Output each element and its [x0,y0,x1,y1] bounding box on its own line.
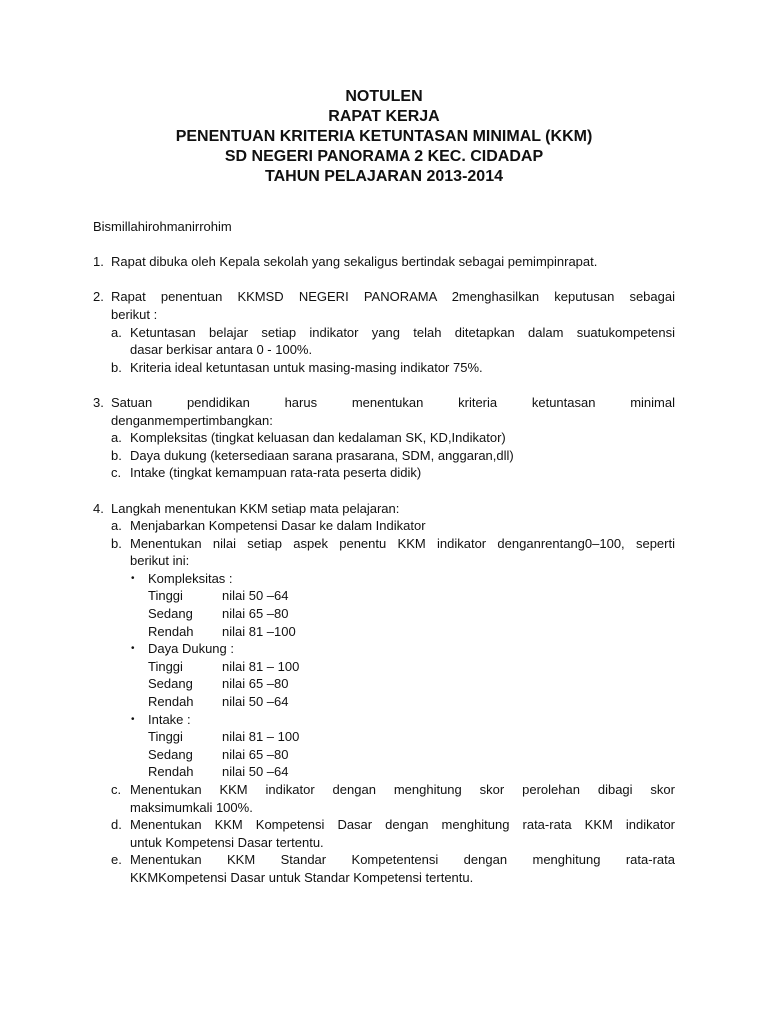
criteria-row [93,763,675,781]
bullet-icon: • [131,572,135,584]
criteria-row [93,746,675,764]
sub-item-text: Intake (tingkat kemampuan rata-rata peserta didik) [130,465,422,481]
criteria-level: Rendah [148,694,194,710]
criteria-value: nilai 65 –80 [222,606,289,622]
sub-item-text: Kriteria ideal ketuntasan untuk masing-masing indikator 75%. [130,359,483,375]
item-number: 4. [93,500,104,516]
criteria-value: nilai 50 –64 [222,764,289,780]
sub-item-2b [93,359,675,377]
sub-item-3b [93,447,675,465]
sub-item-text: Ketuntasan belajar setiap indikator yang telah ditetapkan dalam suatukompetensi [130,324,675,340]
criteria-level: Sedang [148,676,193,692]
title-line-notulen: NOTULEN [345,88,423,105]
criteria-value: nilai 65 –80 [222,676,289,692]
sub-item-letter: a. [111,518,122,534]
sub-item-text-continued: untuk Kompetensi Dasar tertentu. [130,834,324,850]
criteria-row [93,675,675,693]
title-line-rapat-kerja: RAPAT KERJA [328,108,440,125]
document-body [93,218,675,887]
sub-item-letter: c. [111,465,122,481]
sub-item-4d [93,816,675,834]
sub-item-text: Menentukan KKM Standar Kompetentensi dengan menghitung rata-rata [130,852,675,868]
sub-item-text-continued: dasar berkisar antara 0 - 100%. [130,342,313,358]
sub-item-4e [93,851,675,869]
criteria-row [93,623,675,641]
criteria-value: nilai 50 –64 [222,694,289,710]
item-text: Rapat penentuan KKMSD NEGERI PANORAMA 2menghasilkan keputusan sebagai [111,289,675,305]
opening-text: Bismillahirohmanirrohim [93,219,232,234]
criteria-value: nilai 81 – 100 [222,729,300,745]
sub-item-letter: a. [111,430,122,446]
sub-item-text: Menentukan KKM Kompetensi Dasar dengan menghitung rata-rata KKM indikator [130,817,675,833]
criteria-level: Sedang [148,746,193,762]
criteria-row [93,587,675,605]
item-text: Satuan pendidikan harus menentukan kriteria ketuntasan minimal [111,394,675,410]
criteria-level: Sedang [148,606,193,622]
sub-item-letter: b. [111,447,122,463]
criteria-value: nilai 81 –100 [222,623,296,639]
sub-item-text-continued: berikut ini: [130,553,190,569]
sub-item-2a [93,324,675,342]
criteria-row [93,605,675,623]
item-number: 2. [93,289,104,305]
criteria-row [93,658,675,676]
sub-item-letter: a. [111,324,122,340]
sub-item-3c [93,464,675,482]
criteria-group-label: Intake : [148,711,191,727]
list-item-2 [93,288,675,306]
sub-item-letter: c. [111,782,122,797]
bullet-icon: • [131,713,135,725]
title-line-year: TAHUN PELAJARAN 2013-2014 [265,168,503,185]
criteria-row [93,693,675,711]
criteria-value: nilai 50 –64 [222,588,289,604]
criteria-group-daya-dukung [93,640,675,658]
sub-item-4c [93,781,675,799]
document-title [0,87,768,187]
sub-item-text: Kompleksitas (tingkat keluasan dan kedalaman SK, KD,Indikator) [130,430,506,446]
sub-item-letter: b. [111,359,122,375]
criteria-row [93,728,675,746]
title-line-kkm: PENENTUAN KRITERIA KETUNTASAN MINIMAL (KKM) [175,128,593,145]
title-line-school: SD NEGERI PANORAMA 2 KEC. CIDADAP [224,148,544,165]
criteria-level: Rendah [148,623,194,639]
item-text: Langkah menentukan KKM setiap mata pelajaran: [111,500,400,516]
sub-item-text-continued: KKMKompetensi Dasar untuk Standar Kompetensi tertentu. [130,869,474,885]
sub-item-text: Menentukan nilai setiap aspek penentu KKM indikator denganrentang0–100, seperti [130,535,675,551]
sub-item-3a [93,429,675,447]
bullet-icon: • [131,643,135,655]
list-item-4 [93,500,675,518]
sub-item-letter: b. [111,535,122,551]
item-text-continued: berikut : [111,306,158,322]
sub-item-letter: d. [111,817,122,833]
sub-item-text: Menentukan KKM indikator dengan menghitung skor perolehan dibagi skor [130,782,675,797]
list-item-3 [93,394,675,412]
item-number: 1. [93,254,104,270]
criteria-group-kompleksitas [93,570,675,588]
criteria-group-label: Kompleksitas : [148,570,233,586]
criteria-value: nilai 65 –80 [222,746,289,762]
item-text-continued: denganmempertimbangkan: [111,412,273,428]
criteria-level: Tinggi [148,658,183,674]
criteria-level: Rendah [148,764,194,780]
item-number: 3. [93,394,104,410]
sub-item-text-continued: maksimumkali 100%. [130,799,253,815]
criteria-group-intake [93,711,675,729]
criteria-level: Tinggi [148,729,183,745]
sub-item-text: Menjabarkan Kompetensi Dasar ke dalam Indikator [130,518,426,534]
item-text: Rapat dibuka oleh Kepala sekolah yang sekaligus bertindak sebagai pemimpinrapat. [111,254,598,270]
list-item-1 [93,253,675,271]
criteria-group-label: Daya Dukung : [148,641,234,657]
sub-item-text: Daya dukung (ketersediaan sarana prasarana, SDM, anggaran,dll) [130,447,514,463]
criteria-level: Tinggi [148,588,183,604]
criteria-value: nilai 81 – 100 [222,658,300,674]
sub-item-4a [93,517,675,535]
sub-item-4b [93,535,675,553]
sub-item-letter: e. [111,852,122,868]
